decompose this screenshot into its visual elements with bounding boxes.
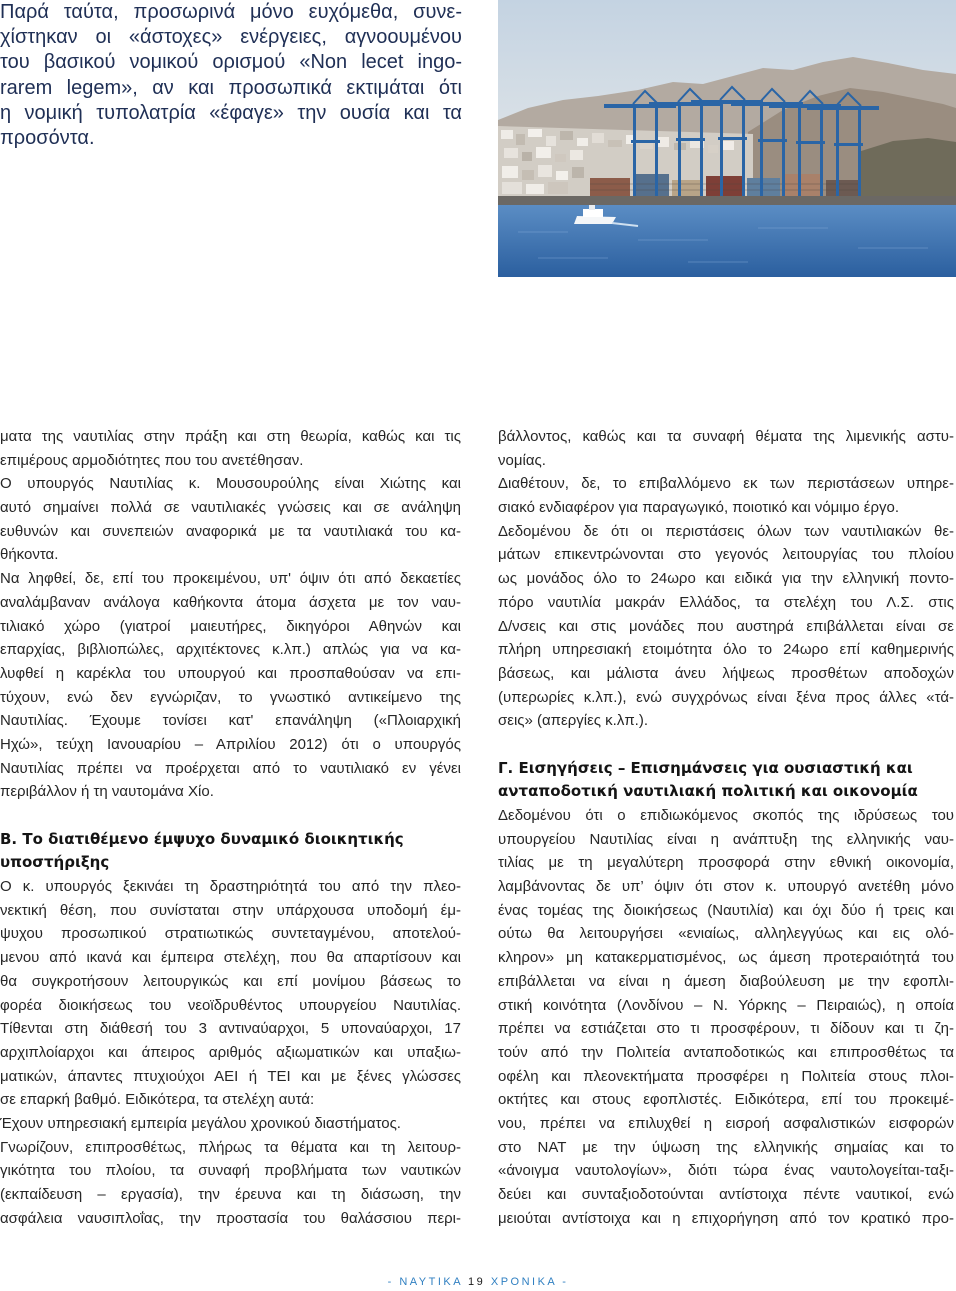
- text-line: (εκπαίδευση – εργασία), την έρευνα και τη διάσωση, την: [0, 1186, 461, 1203]
- intro-line: προσόντα.: [0, 126, 95, 149]
- text-line: γικότητα του πλοίου, τα συναφή προβλήματα των ναυτικών: [0, 1162, 461, 1180]
- text-line: μάτων επικεντρώνονται στο γεγονός λειτουργίας του πλοίου: [498, 546, 954, 564]
- section-heading: [0, 828, 461, 875]
- harbor-photo: [498, 0, 956, 277]
- text-line: υπουργείου Ναυτιλίας είναι η ανάπτυξη της ελληνικής ναυ-: [498, 830, 954, 848]
- text-line: ψυχου προσωπικού στρατιωτικώς συντεταγμένου, αποτελού-: [0, 925, 461, 943]
- text-line: κληρον» μη κατακερματισμένος, ως άμεση προτεραιότητά του: [498, 949, 954, 967]
- text-line: ασφάλεια ναυσιπλοΐας, την προστασία του θαλάσσιου περι-: [0, 1209, 461, 1227]
- intro-line: χίστηκαν οι «άστοχες» ενέργειες, αγνοουμένου: [0, 26, 462, 49]
- left-text-column: [0, 425, 461, 1230]
- text-line: Έχουν υπηρεσιακή εμπειρία μεγάλου χρονικού διαστήματος.: [0, 1114, 401, 1132]
- intro-line: η νομική τυπολατρία «έφαγε» την ουσία και τα: [0, 101, 462, 124]
- paragraph: [0, 472, 461, 567]
- text-line: δεύει και συνταξιοδοτούνται αντίστοιχα πέντε ναυτικοί, ενώ: [498, 1186, 954, 1203]
- paragraph: [498, 804, 954, 1230]
- text-line: ένας τομέας της διοικήσεως (Ναυτιλία) και όχι δύο ή τρεις και: [498, 901, 954, 919]
- text-line: ματα της ναυτιλίας στην πράξη και στη θεωρία, καθώς και τις: [0, 428, 461, 445]
- intro-line: Παρά ταύτα, προσωρινά μόνο ευχόμεθα, συνε-: [0, 1, 462, 23]
- paragraph: [0, 875, 461, 1112]
- text-line: νεκτική θέση, που συνίσταται στην υπάρχουσα υποδομή έμ-: [0, 901, 461, 919]
- intro-line: του βασικού νομικού ορισμού «Non lecet ingo-: [0, 51, 462, 74]
- text-line: Διαθέτουν, δε, το επιβαλλόμενο εκ των περιστάσεων υπηρε-: [498, 475, 954, 493]
- text-line: ως μονάδος όλο το 24ωρο και ειδικά για την ελληνική ποντο-: [498, 570, 954, 588]
- text-line: πρέπει να εστιάζεται στο τι προσφέρουν, τι δίδουν και τι ζη-: [498, 1020, 954, 1038]
- text-line: επιμέρους αρμοδιότητες που του ανετέθησαν.: [0, 451, 304, 469]
- text-line: τύχουν, ενώ δεν εγνώριζαν, το γνωστικό αντικείμενο της: [0, 688, 461, 706]
- text-line: αρχιπλοίαρχοι και άπειρος αριθμός αξιωματικών και υπαξιω-: [0, 1043, 461, 1061]
- text-line: Γνωρίζουν, επιπροσθέτως, πλήρως τα θέματα και τη λειτουρ-: [0, 1138, 461, 1156]
- text-line: Δεδομένου δε ότι οι περιστάσεις όλων των ναυτιλιακών θε-: [498, 522, 954, 540]
- text-line: οκτήτες και στους εφοπλιστές. Ειδικότερα, επί του προκειμέ-: [498, 1091, 954, 1109]
- text-line: ευθυνών και συνεπειών αναφορικά με τα ναυτιλιακά του κα-: [0, 522, 461, 540]
- text-line: φορέα διοικήσεως του νεοϊδρυθέντος υπουργείου Ναυτιλίας.: [0, 996, 461, 1014]
- article-section: [0, 425, 461, 804]
- text-line: Ηχώ», τεύχη Ιανουαρίου – Απριλίου 2012) ότι ο υπουργός: [0, 735, 461, 753]
- text-line: μενου από ικανά και έμπειρα στελέχη, που θα απαρτίσουν και: [0, 949, 461, 967]
- text-line: Δ/νσεις και στις μονάδες που αυστηρά επιβάλλεται είναι σε: [498, 617, 954, 635]
- heading-line: ανταποδοτική ναυτιλιακή πολιτική και οικονομία: [498, 782, 918, 801]
- footer-magazine-left: - ΝΑΥΤΙΚΑ: [387, 1276, 463, 1288]
- text-line: «άνοιγμα ναυτολογίων», διότι τώρα ένας ναυτολογείται-ταξι-: [498, 1162, 954, 1180]
- footer-magazine-right: ΧΡΟΝΙΚΑ -: [490, 1276, 569, 1288]
- text-line: Ναυτιλίας. Έχουμε τονίσει κατ' επανάληψη («Πλοιαρχική: [0, 712, 461, 730]
- text-line: (υπερωρίες κ.λπ.), ενώ συγχρόνως είναι ξένα προς άλλες «τά-: [498, 688, 954, 706]
- paragraph: [0, 1112, 461, 1136]
- article-section: [0, 828, 461, 1231]
- text-line: επαρχίας, βιβλιοπώλες, αρχιτέκτονες κ.λπ.) απλώς για να κα-: [0, 641, 461, 659]
- paragraph: [0, 425, 461, 472]
- text-line: Δεδομένου ότι ο επιδιωκόμενος σκοπός της ιδρύσεως του: [498, 807, 954, 824]
- paragraph: [498, 425, 954, 472]
- text-line: Ο κ. υπουργός ξεκινάει τη δραστηριότητά του από την πλεο-: [0, 878, 461, 896]
- quay: [498, 196, 956, 206]
- heading-line: υποστήριξης: [0, 853, 110, 872]
- heading-line: Β. Το διατιθέμενο έμψυχο δυναμικό διοικητικής: [0, 829, 404, 848]
- text-line: πλήρη υπηρεσιακή ετοιμότητα όλο το 24ωρο επί καθημερινής: [498, 641, 954, 659]
- text-line: αναλάμβαναν ανάλογα καθήκοντα άτομα άσχετα με τον ναυ-: [0, 593, 461, 611]
- text-line: Τίθενται στη διάθεσή του 3 αντιναύαρχοι, 5 υποναύαρχοι, 17: [0, 1020, 461, 1038]
- paragraph: [498, 520, 954, 733]
- text-line: οφέλη και πλεονεκτήματα προσφέρει η Πολιτεία στους πλοι-: [498, 1067, 954, 1085]
- text-line: λυφθεί η καρέκλα του υπουργού και προσπαθούσαν να επι-: [0, 664, 461, 682]
- text-line: ματικών, άπαντες πτυχιούχοι ΑΕΙ ή ΤΕΙ και με ξένες γλώσσες: [0, 1067, 461, 1085]
- sea: [498, 205, 956, 277]
- section-heading: [498, 757, 954, 804]
- heading-line: Γ. Εισηγήσεις – Επισημάνσεις για ουσιαστική και: [498, 758, 913, 777]
- text-line: τιλιακό χώρο (γιατροί μαιευτήρες, δικηγόροι Αθηνών και: [0, 617, 461, 635]
- text-line: Ναυτιλίας πρέπει να προέρχεται από το ναυτιλιακό εν γένει: [0, 759, 461, 777]
- paragraph: [0, 567, 461, 804]
- text-line: τιλίας με τη μεγαλύτερη προσφορά στην εθνική οικονομία,: [498, 854, 954, 872]
- text-line: νου, πρέπει να επιλυχθεί η εισροή ασφαλιστικών εισφορών: [498, 1114, 954, 1132]
- article-section: [498, 425, 954, 733]
- text-line: νομίας.: [498, 451, 546, 469]
- text-line: περιβάλλον ή τη ναυτομάνα Χίο.: [0, 783, 214, 801]
- text-line: επιβάλλεται να είναι η άμεση διαβούλευση με την εφοπλι-: [498, 972, 954, 990]
- text-line: μειούται αντίστοιχα και η επιχορήγηση από τον κρατικό προ-: [498, 1209, 954, 1227]
- intro-line: rarem legem», αν και προσωπικά εκτιμάται ότι: [0, 76, 462, 99]
- intro-pull-text: [0, 0, 462, 151]
- text-line: στο ΝΑΤ με την ύψωση της ελληνικής σημαίας και το: [498, 1138, 954, 1156]
- text-line: σε επαρκή βαθμό. Ειδικότερα, τα στελέχη αυτά:: [0, 1091, 315, 1109]
- page-footer: [0, 1275, 956, 1289]
- paragraph: [0, 1136, 461, 1231]
- text-line: βάλλοντος, καθώς και τα συναφή θέματα της λιμενικής αστυ-: [498, 428, 954, 445]
- text-line: σιακό ενδιαφέρον για παραγωγικό, ποιοτικό και νόμιμο έργο.: [498, 499, 900, 517]
- article-section: [498, 757, 954, 1231]
- text-line: βάσεως, και μάλιστα άνευ λήψεως προσθέτων αποδοχών: [498, 664, 954, 682]
- text-line: Ο υπουργός Ναυτιλίας κ. Μουσουρούλης είναι Χιώτης και: [0, 475, 461, 493]
- text-line: αυτό σημαίνει πολλά σε ναυτιλιακές γνώσεις και σε ανάληψη: [0, 499, 461, 517]
- text-line: Να ληφθεί, δε, επί του προκειμένου, υπ' όψιν ότι από δεκαετίες: [0, 570, 461, 588]
- text-line: στική κοινότητα (Λονδίνου – Ν. Υόρκης – Πειραιώς), η οποία: [498, 996, 954, 1014]
- text-line: ούτω θα λειτουργήσει «ενιαίως, αλληλεγγύως και εις ολό-: [498, 925, 954, 943]
- text-line: σεις» (απεργίες κ.λπ.).: [498, 712, 649, 730]
- text-line: θα συγκροτήσουν λειτουργικώς και επί μονίμου βάσεως το: [0, 972, 461, 990]
- text-line: λαμβάνοντας δε υπ’ όψιν ότι στον κ. υπουργό ανετέθη μόνο: [498, 878, 954, 896]
- right-text-column: [498, 425, 954, 1230]
- text-line: πόρο ναυτιλία μακράν Ελλάδος, τα στελέχη του Λ.Σ. στις: [498, 593, 954, 611]
- paragraph: [498, 472, 954, 519]
- right-hill: [858, 138, 956, 205]
- text-line: τούν από την Πολιτεία ανταποδοτικώς και επιπροσθέτως τα: [498, 1043, 954, 1061]
- page-number: 19: [468, 1276, 486, 1288]
- text-line: θήκοντα.: [0, 546, 59, 564]
